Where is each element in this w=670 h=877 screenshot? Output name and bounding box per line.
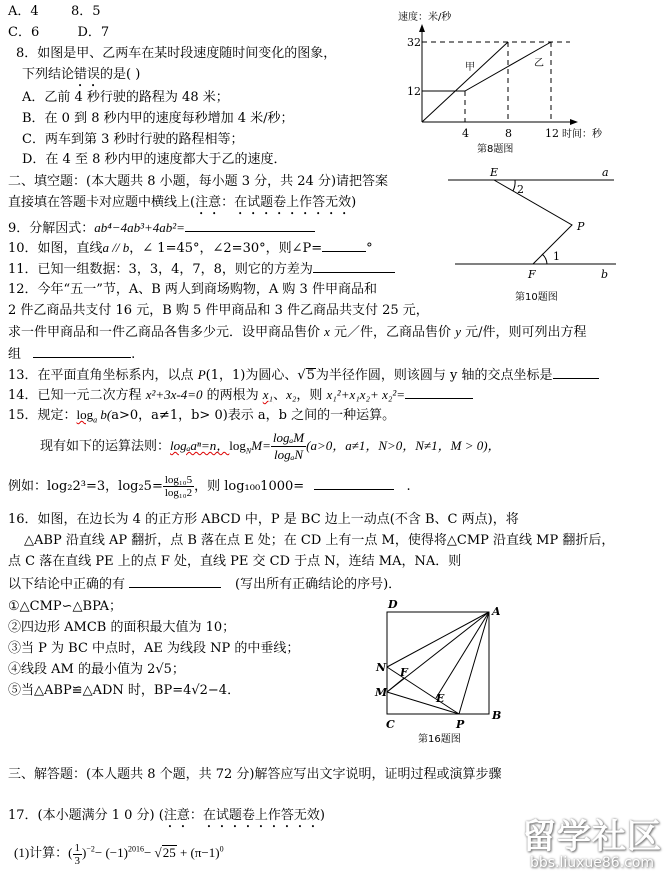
q15-rule2-base: N (245, 446, 252, 456)
q13-radius-root: 5 (306, 368, 315, 383)
q16-label-c: C (386, 718, 395, 731)
q14-root-x1: x₁ (262, 387, 274, 402)
q9-answer-blank[interactable] (185, 219, 315, 232)
q8-answer-blank: 的是( ) (100, 67, 141, 82)
q10-label-b: b (601, 268, 609, 281)
q9 (8, 219, 315, 237)
q17-exp1: −2 (86, 844, 95, 854)
q15-log-symbol (76, 407, 98, 425)
watermark-title: 留学社区 (522, 817, 662, 857)
q17-frac-den: 3 (74, 854, 81, 867)
q8-stem: 8．如图是甲、乙两车在某时段速度随时间变化的图象， (16, 46, 337, 61)
q15-rule2 (229, 438, 271, 456)
q15-answer-blank[interactable] (314, 477, 394, 490)
q17-note: 注意：在试题卷上作答无效 (163, 808, 320, 823)
q10-parallel-symbol: // (109, 240, 123, 255)
q15-example-fraction (163, 474, 194, 499)
q10-label-angle1: 1 (553, 250, 560, 263)
q16-line4 (8, 575, 401, 593)
q17-frac-num: 1 (74, 841, 81, 854)
q8-stem-emph: 错误 (74, 67, 101, 82)
section2-instruction: 直接填在答题卡对应题中横线上( (8, 195, 196, 210)
q14-expression: x₁²+x₁x₂+ x₂²= (326, 387, 406, 402)
q8-y-tick-12: 12 (407, 85, 421, 98)
q12-var-y: y (455, 324, 461, 339)
q11-text: 11．已知一组数据：3，3，4，7，8，则它的方差为 (8, 262, 313, 277)
q8-line-yi (422, 42, 551, 91)
watermark-url: bbs.liuxue86.com (529, 855, 655, 871)
q10-label-e: E (490, 166, 499, 179)
q13: 13．在平面直角坐标系内，以点 P(1，1)为圆心、√5为半径作圆，则该圆与 y 轴的交点坐标是 (8, 366, 599, 384)
q8-figure-caption: 第8题图 (477, 144, 514, 155)
q16-item-4: ④线段 AM 的最小值为 2√5； (8, 662, 185, 677)
q15-example-num: log₁₀5 (164, 474, 193, 486)
q10-angle2-arc (513, 180, 515, 191)
q17-heading-post: ) (319, 808, 325, 823)
q17-calc: (1)计算：( $\frac{1}{3}$ )$^{-2}- (-1)^{2016}- √25 + (\pi-1)^0$ (14, 841, 224, 867)
q13-answer-blank[interactable] (553, 366, 599, 379)
q7-options-row1 (8, 4, 101, 20)
q16-label-m: M (375, 686, 388, 699)
section2-heading: 二、填空题：(本大题共 8 小题，每小题 3 分，共 24 分)请把答案 (8, 174, 389, 189)
q10-label: 10．如图，直线 (8, 241, 103, 256)
q16-square-figure (370, 590, 510, 750)
q15-label: 15．规定： (8, 408, 77, 423)
q8-x-axis-arrow-icon (570, 119, 578, 125)
q10-figure-caption: 第10题图 (515, 292, 558, 303)
q15-frac-den: logₐN (273, 447, 304, 462)
q9-label: 9．分解因式： (8, 221, 95, 236)
q15-rules (40, 428, 501, 464)
q12-line4-label: 组 (8, 347, 22, 362)
q8-label-yi: 乙 (534, 58, 544, 69)
q12-line1: 12．今年“五一”节，A、B 两人到商场购物，A 购 3 件甲商品和 (8, 282, 377, 297)
q10-line-b: b (122, 240, 130, 255)
q15-condition: a>0，a≠1，b> 0)表示 a，b 之间的一种运算。 (111, 408, 396, 423)
q15-log-text: log (76, 407, 94, 422)
q8-option-b: B．在 0 到 8 秒内甲的速度每秒增加 4 米/秒； (22, 111, 294, 126)
q10 (8, 239, 373, 257)
section3-heading: 三、解答题：(本人题共 8 个题，共 72 分)解答应写出文字说明，证明过程或演算步骤 (8, 767, 502, 782)
q7-option-c: C．6 (8, 25, 40, 40)
q15-line1 (8, 407, 395, 424)
q10-angle1-arc (542, 254, 547, 264)
q12-var-x: x (324, 324, 330, 339)
q14-then: ，则 (296, 388, 327, 403)
section2-paren: ) (351, 195, 357, 210)
q8-option-a: A．乙前 4 秒行驶的路程为 48 米； (22, 90, 229, 105)
q14-sep: 、 (273, 388, 287, 403)
q15-log-base: a (93, 415, 98, 425)
q16-item-5: ⑤当△ABP≌△ADN 时，BP=4√2−4． (8, 683, 241, 698)
q17-heading (8, 808, 325, 831)
q13-center: (1，1)为圆心、 (205, 368, 298, 383)
q15-example-pre: 例如：log₂2³=3，log₂5= (8, 479, 163, 494)
q17-heading-pre: 17．(本小题满分 1 0 分) ( (8, 808, 164, 823)
q8-x-tick-4: 4 (462, 127, 469, 140)
q8-option-d: D．在 4 至 8 秒内甲的速度都大于乙的速度． (22, 152, 287, 167)
q17-calc-label: (1)计算： (14, 845, 69, 860)
q16-answer-blank[interactable] (129, 575, 221, 588)
q8-stem-line2 (22, 67, 140, 90)
q11-answer-blank[interactable] (313, 260, 395, 273)
watermark-logo (522, 819, 662, 871)
q15-change-of-base-fraction (271, 430, 306, 463)
q10-label-angle2: 2 (517, 183, 524, 196)
q15-example (8, 472, 411, 502)
q8-speed-time-figure (380, 0, 670, 170)
section2-note: 注意：在试题卷上作答无效 (195, 195, 352, 210)
q16-figure-caption: 第16题图 (418, 734, 461, 745)
q8-option-c: C．两车到第 3 秒时行驶的路程相等； (22, 132, 244, 147)
q16-label-p: P (456, 718, 465, 731)
q14-root-x2: x₂ (286, 387, 297, 402)
q17-fraction (73, 842, 83, 867)
q16-item-3: ③当 P 为 BC 中点时，AE 为线段 NP 的中垂线； (8, 641, 300, 656)
q16-label-e: E (436, 692, 445, 705)
q16-segment-mf (387, 678, 404, 692)
q17-part4: + (π−1) (176, 845, 220, 860)
q10-condition: ，∠ 1=45°，∠2=30°，则∠P= (129, 241, 323, 256)
q8-y-tick-32: 32 (407, 36, 421, 49)
q7-option-b: 8．5 (70, 4, 101, 19)
q13-post: 为半径作圆，则该圆与 y 轴的交点坐标是 (315, 368, 553, 383)
q15-period: . (406, 479, 411, 494)
q8-y-axis-label: 速度：米/秒 (398, 12, 452, 23)
q14-pre: 14．已知一元二次方程 (8, 388, 146, 403)
q16-segment-ae (436, 612, 489, 698)
q15-frac-num: logₐM (272, 430, 305, 445)
q10-label-p: P (577, 220, 585, 233)
q10-label-a: a (602, 166, 609, 179)
q13-point-p: P (197, 367, 206, 382)
q8-label-jia: 甲 (465, 62, 475, 73)
q17-exp3: 0 (219, 844, 224, 854)
q17-exp2: 2016 (127, 844, 144, 854)
q10-broken-line-epf (494, 180, 572, 264)
q12-line4 (8, 345, 135, 363)
q15-rule1: logₐaⁿ=n， (170, 438, 230, 453)
q15-rule2-condition: (a>0，a≠1，N>0，N≠1，M > 0)， (306, 438, 501, 453)
q13-pre: 13．在平面直角坐标系内，以点 (8, 368, 198, 383)
q14-mid: 的两根为 (202, 388, 263, 403)
q15-example-post: ，则 log₁₀₀1000= (194, 479, 305, 494)
q15-log-arg: b( (97, 407, 112, 422)
q15-rule2-arg: M= (251, 438, 271, 453)
q10-parallel-lines-figure (440, 160, 670, 310)
q16-label-f: F (400, 666, 408, 679)
q16-line4-pre: 以下结论中正确的有 (8, 577, 126, 592)
q16-line2: △ABP 沿直线 AP 翻折，点 B 落在点 E 处；在 CD 上有一点 M，使得将△CMP 沿直线 MP 翻折后， (24, 533, 615, 548)
q16-line1: 16．如图，在边长为 4 的正方形 ABCD 中，P 是 BC 边上一动点(不含 B、C 两点)，将 (8, 512, 519, 527)
q12-period: . (131, 347, 136, 362)
q8-x-tick-8: 8 (505, 127, 512, 140)
q17-part3: − (143, 845, 155, 860)
q16-label-n: N (376, 661, 387, 674)
q12-line2: 2 件乙商品共支付 16 元，B 购 5 件甲商品和 3 件乙商品共支付 25 元， (8, 303, 429, 318)
q12-line3-c: 元/件，则可列出方程 (460, 325, 587, 340)
q15-rule2-log: log (229, 438, 246, 453)
q16-segment-ap (459, 612, 489, 714)
q17-root: 25 (162, 845, 176, 860)
q8-stem-pre: 下列结论 (22, 67, 75, 82)
q14 (8, 386, 473, 404)
q14-equation: x²+3x-4=0 (145, 387, 203, 402)
q16-label-b: B (492, 709, 502, 722)
q7-option-a: A．4 (8, 4, 39, 19)
q7-option-d: D．7 (77, 25, 110, 40)
q12-line3-b: 元／件，乙商品售价 (329, 325, 456, 340)
section2-heading-line2 (8, 195, 356, 218)
q16-segment-np (387, 667, 459, 714)
q16-line3: 点 C 落在直线 PE 上的点 F 处，直线 PE 交 CD 于点 N，连结 MA，NA．则 (8, 554, 462, 569)
q8-x-axis-label: 时间：秒 (562, 129, 602, 140)
q9-expression: ab⁴−4ab³+4ab²= (94, 220, 185, 235)
q12-line3 (8, 324, 586, 341)
q16-item-2: ②四边形 AMCB 的面积最大值为 10； (8, 620, 236, 635)
q7-options-row2 (8, 25, 109, 41)
q17-part2: − (−1) (94, 845, 128, 860)
q15-rules-label: 现有如下的运算法则： (40, 439, 171, 454)
q12-answer-blank[interactable] (33, 345, 131, 358)
q16-line4-post: (写出所有正确结论的序号)． (235, 577, 402, 592)
q10-label-f: F (528, 268, 536, 281)
q8-y-axis-arrow-icon (419, 24, 425, 32)
q11 (8, 260, 395, 278)
q8-x-tick-12: 12 (545, 127, 559, 140)
q16-label-a: A (492, 605, 501, 618)
q10-degree: ° (366, 241, 373, 256)
q16-segment-mp (387, 692, 459, 714)
q14-answer-blank[interactable] (405, 386, 473, 399)
q10-answer-blank[interactable] (322, 239, 366, 252)
q12-line3-a: 求一件甲商品和一件乙商品各售多少元．设甲商品售价 (8, 325, 325, 340)
q16-label-d: D (388, 598, 398, 611)
q15-example-den: log₁₀2 (164, 487, 193, 499)
q10-line-a: a (102, 240, 110, 255)
q16-segment-an (387, 612, 489, 667)
q16-item-1: ①△CMP∽△BPA； (8, 599, 123, 614)
